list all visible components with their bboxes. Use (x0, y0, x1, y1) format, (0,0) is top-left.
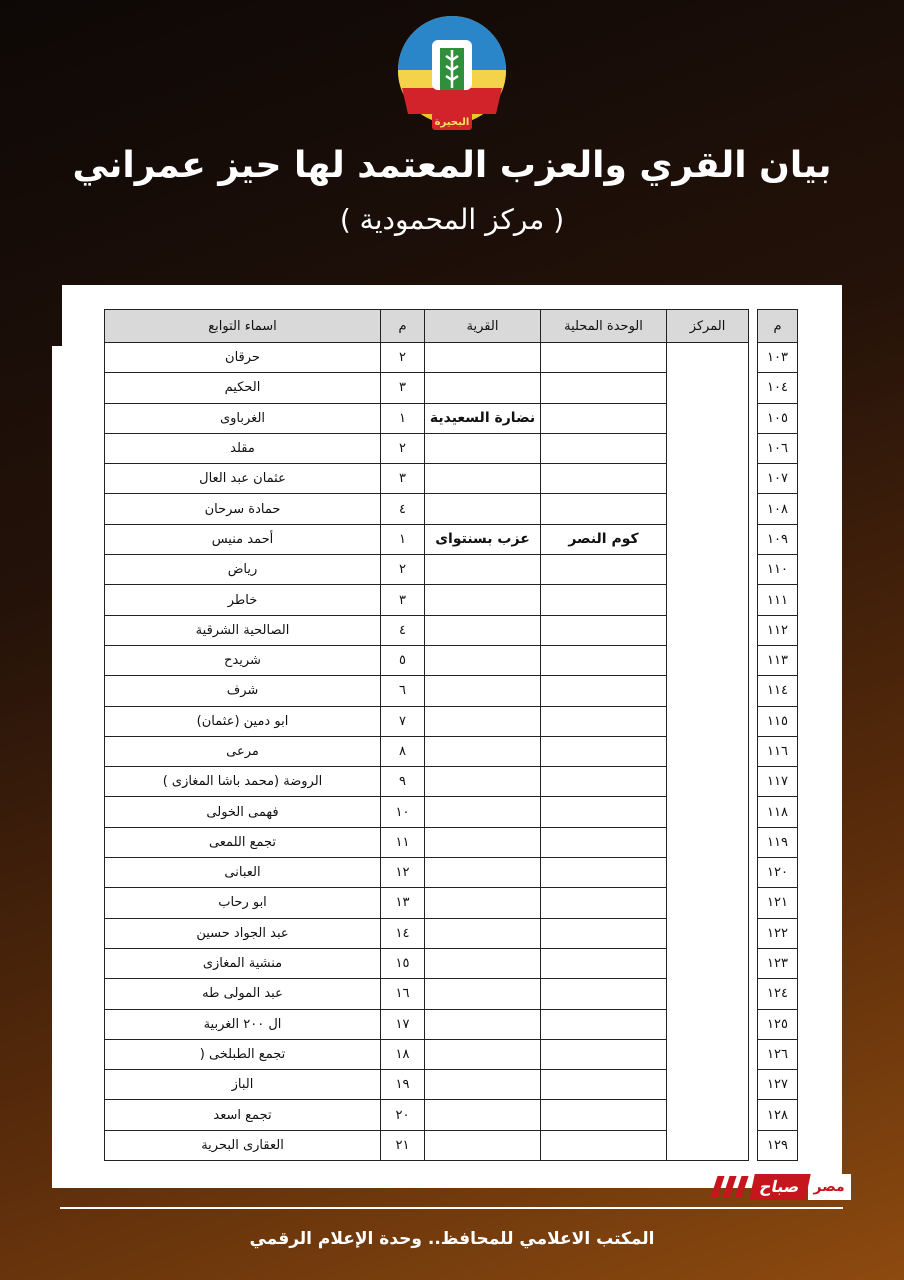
sub-number: ٢١ (381, 1130, 425, 1160)
qarya-cell (425, 615, 541, 645)
sub-number: ١٥ (381, 948, 425, 978)
table-body (105, 343, 798, 1161)
document-sheet (62, 285, 842, 1188)
sub-number: ١٦ (381, 979, 425, 1009)
subsidiary-name: ابو دمين (عثمان) (105, 706, 381, 736)
header-wahda: الوحدة المحلية (541, 310, 667, 343)
row-number: ١١٠ (758, 555, 798, 585)
wahda-cell (541, 736, 667, 766)
qarya-cell (425, 343, 541, 373)
qarya-cell (425, 1009, 541, 1039)
row-number: ١١٤ (758, 676, 798, 706)
wahda-cell (541, 403, 667, 433)
sub-number: ١٨ (381, 1039, 425, 1069)
sub-number: ٥ (381, 645, 425, 675)
subsidiary-name: عبد المولى طه (105, 979, 381, 1009)
row-number: ١١٥ (758, 706, 798, 736)
subsidiary-name: أحمد منيس (105, 524, 381, 554)
wahda-cell (541, 948, 667, 978)
row-number: ١٢٦ (758, 1039, 798, 1069)
row-number: ١١٦ (758, 736, 798, 766)
sub-number: ١١ (381, 827, 425, 857)
qarya-cell (425, 827, 541, 857)
sub-number: ٩ (381, 767, 425, 797)
subsidiary-name: حمادة سرحان (105, 494, 381, 524)
subsidiary-name: عثمان عبد العال (105, 464, 381, 494)
watermark-logo (708, 1172, 852, 1202)
header-markaz: المركز (667, 310, 749, 343)
qarya-cell (425, 676, 541, 706)
qarya-cell (425, 645, 541, 675)
subsidiary-name: رياض (105, 555, 381, 585)
sub-number: ١ (381, 403, 425, 433)
row-number: ١٢٣ (758, 948, 798, 978)
subsidiary-name: الصالحية الشرقية (105, 615, 381, 645)
sub-number: ١٣ (381, 888, 425, 918)
wahda-cell (541, 1130, 667, 1160)
row-number: ١١٧ (758, 767, 798, 797)
subsidiary-name: الحكيم (105, 373, 381, 403)
row-number: ١٠٦ (758, 433, 798, 463)
wahda-cell (541, 645, 667, 675)
page-title: بيان القري والعزب المعتمد لها حيز عمراني (72, 145, 832, 186)
governorate-logo (392, 14, 512, 134)
sub-number: ٢ (381, 343, 425, 373)
subsidiary-name: شريدح (105, 645, 381, 675)
qarya-cell (425, 464, 541, 494)
subsidiary-name: حرقان (105, 343, 381, 373)
row-number: ١١٣ (758, 645, 798, 675)
subsidiary-name: تجمع الطبلخى ( (105, 1039, 381, 1069)
row-number: ١٢٢ (758, 918, 798, 948)
sub-number: ١٧ (381, 1009, 425, 1039)
watermark-white-text: مصر (808, 1174, 851, 1200)
watermark-red-text: صباح (749, 1174, 810, 1200)
watermark-bars-icon (708, 1174, 752, 1200)
subsidiary-name: منشية المغازى (105, 948, 381, 978)
wahda-cell (541, 979, 667, 1009)
wahda-cell (541, 464, 667, 494)
subsidiary-name: الغرباوى (105, 403, 381, 433)
sub-number: ٣ (381, 585, 425, 615)
wahda-cell (541, 433, 667, 463)
header-m: م (381, 310, 425, 343)
subsidiary-name: شرف (105, 676, 381, 706)
wahda-cell (541, 1100, 667, 1130)
wahda-cell (541, 797, 667, 827)
qarya-cell (425, 858, 541, 888)
row-number: ١٢٩ (758, 1130, 798, 1160)
qarya-cell (425, 373, 541, 403)
sub-number: ١٩ (381, 1070, 425, 1100)
subsidiary-name: ابو رحاب (105, 888, 381, 918)
row-number: ١١٨ (758, 797, 798, 827)
qarya-cell (425, 494, 541, 524)
sub-number: ٦ (381, 676, 425, 706)
subsidiary-name: مقلد (105, 433, 381, 463)
qarya-cell: عزب بسنتواى (425, 524, 541, 554)
row-number: ١٠٥ (758, 403, 798, 433)
row-number: ١٢٤ (758, 979, 798, 1009)
wahda-cell (541, 676, 667, 706)
sub-number: ٢ (381, 433, 425, 463)
row-number: ١٢٥ (758, 1009, 798, 1039)
row-number: ١١١ (758, 585, 798, 615)
qarya-cell (425, 706, 541, 736)
row-number: ١٢١ (758, 888, 798, 918)
row-number: ١٠٤ (758, 373, 798, 403)
header-num: م (758, 310, 798, 343)
qarya-cell (425, 585, 541, 615)
qarya-cell: نضارة السعيدية (425, 403, 541, 433)
footer-credit: المكتب الاعلامي للمحافظ.. وحدة الإعلام الرقمي (249, 1229, 655, 1249)
wahda-cell (541, 1009, 667, 1039)
subsidiary-name: خاطر (105, 585, 381, 615)
wahda-cell (541, 827, 667, 857)
wahda-cell (541, 767, 667, 797)
row-number: ١٢٧ (758, 1070, 798, 1100)
row-number: ١٢٨ (758, 1100, 798, 1130)
qarya-cell (425, 1039, 541, 1069)
row-number: ١٠٩ (758, 524, 798, 554)
header-names: اسماء التوابع (105, 310, 381, 343)
sub-number: ١٤ (381, 918, 425, 948)
row-number: ١٠٣ (758, 343, 798, 373)
header-qarya: القرية (425, 310, 541, 343)
wahda-cell (541, 888, 667, 918)
qarya-cell (425, 948, 541, 978)
table-row (105, 343, 798, 373)
subsidiary-name: عبد الجواد حسين (105, 918, 381, 948)
qarya-cell (425, 979, 541, 1009)
wahda-cell (541, 706, 667, 736)
wahda-cell (541, 918, 667, 948)
qarya-cell (425, 767, 541, 797)
qarya-cell (425, 555, 541, 585)
wahda-cell (541, 1039, 667, 1069)
wahda-cell (541, 858, 667, 888)
subsidiary-name: تجمع اسعد (105, 1100, 381, 1130)
sub-number: ٧ (381, 706, 425, 736)
subsidiary-name: تجمع اللمعى (105, 827, 381, 857)
page-subtitle: ( مركز المحمودية ) (339, 203, 565, 236)
row-number: ١٠٨ (758, 494, 798, 524)
qarya-cell (425, 433, 541, 463)
sub-number: ٣ (381, 464, 425, 494)
subsidiary-name: ال ٢٠٠ الغربية (105, 1009, 381, 1039)
qarya-cell (425, 918, 541, 948)
wahda-cell (541, 1070, 667, 1100)
sub-number: ٨ (381, 736, 425, 766)
row-number: ١١٢ (758, 615, 798, 645)
qarya-cell (425, 797, 541, 827)
qarya-cell (425, 1070, 541, 1100)
sub-number: ١٢ (381, 858, 425, 888)
qarya-cell (425, 736, 541, 766)
sub-number: ١ (381, 524, 425, 554)
qarya-cell (425, 1100, 541, 1130)
villages-table (104, 309, 798, 1161)
sub-number: ٢ (381, 555, 425, 585)
wahda-cell (541, 615, 667, 645)
wahda-cell: كوم النصر (541, 524, 667, 554)
sub-number: ٢٠ (381, 1100, 425, 1130)
row-number: ١١٩ (758, 827, 798, 857)
subsidiary-name: الروضة (محمد باشا المغازى ) (105, 767, 381, 797)
sub-number: ٤ (381, 494, 425, 524)
wahda-cell (541, 494, 667, 524)
subsidiary-name: فهمى الخولى (105, 797, 381, 827)
qarya-cell (425, 1130, 541, 1160)
subsidiary-name: العبانى (105, 858, 381, 888)
markaz-cell (667, 343, 749, 1161)
subsidiary-name: الباز (105, 1070, 381, 1100)
subsidiary-name: العقارى البحرية (105, 1130, 381, 1160)
wahda-cell (541, 585, 667, 615)
qarya-cell (425, 888, 541, 918)
table-header-row (105, 310, 798, 343)
wahda-cell (541, 555, 667, 585)
wahda-cell (541, 373, 667, 403)
sub-number: ٤ (381, 615, 425, 645)
row-number: ١٠٧ (758, 464, 798, 494)
wahda-cell (541, 343, 667, 373)
logo-text: البحيرة (434, 117, 470, 128)
row-number: ١٢٠ (758, 858, 798, 888)
subsidiary-name: مرعى (105, 736, 381, 766)
sub-number: ١٠ (381, 797, 425, 827)
sub-number: ٣ (381, 373, 425, 403)
footer-divider (60, 1207, 843, 1209)
